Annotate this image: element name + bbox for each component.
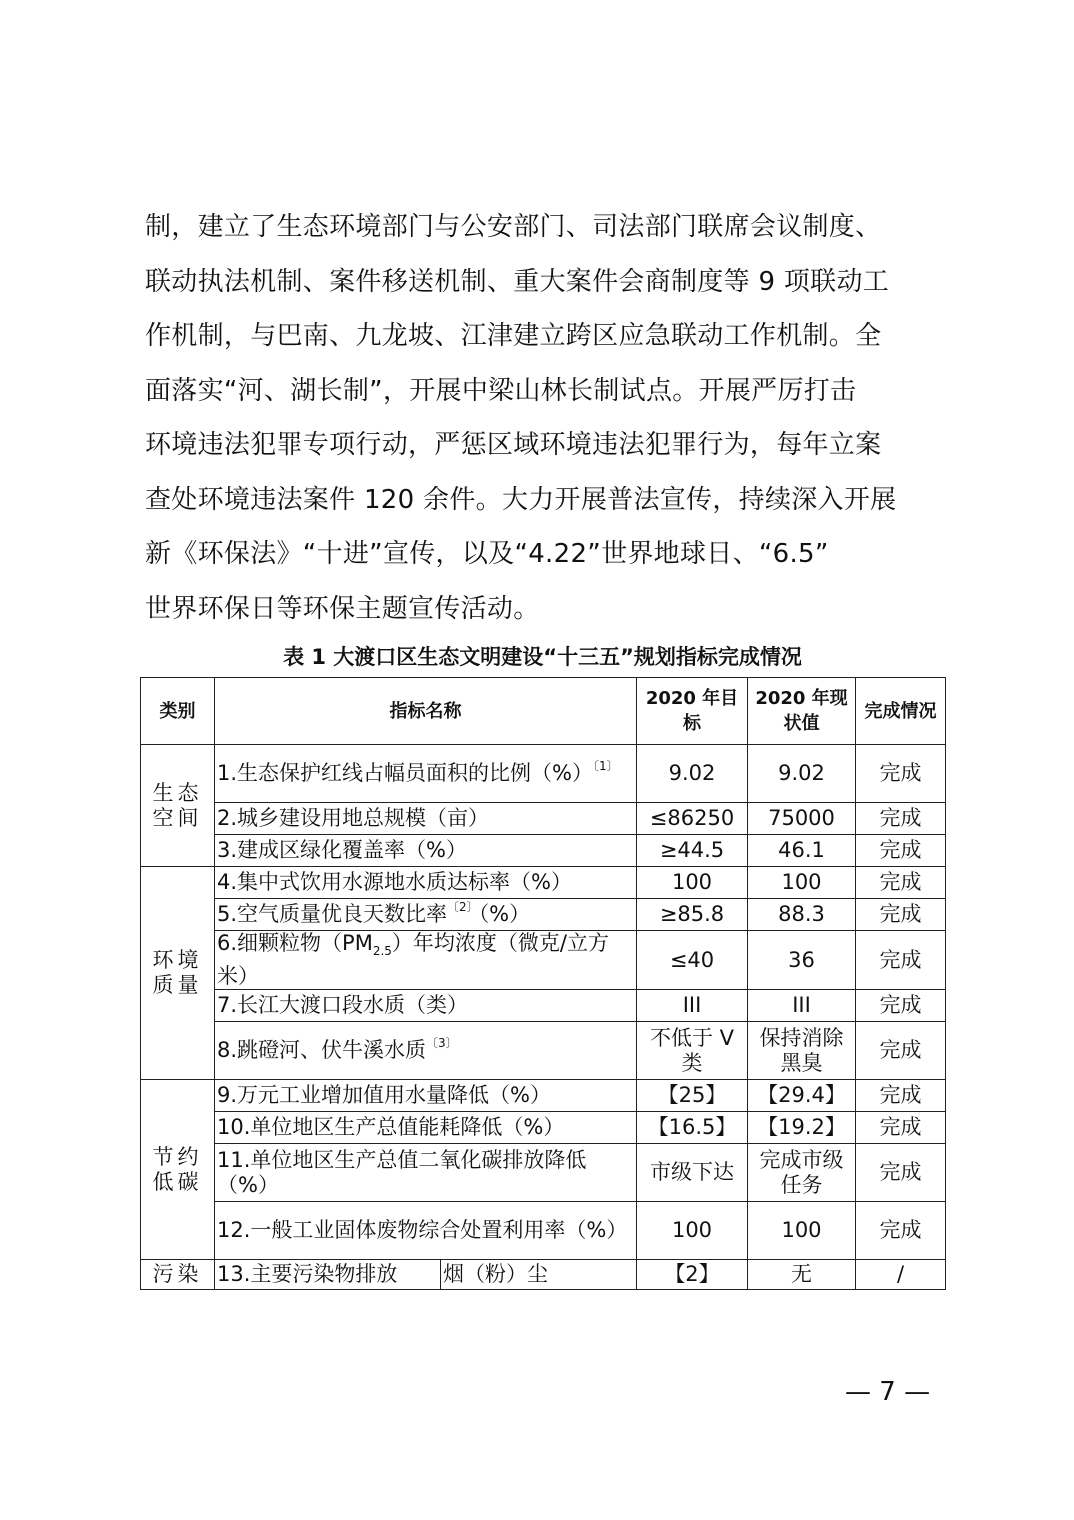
indicator-name: 12.一般工业固体废物综合处置利用率（%） (215, 1202, 637, 1260)
target-value: ≥44.5 (637, 835, 748, 867)
target-value: 100 (637, 1202, 748, 1260)
page-number: — 7 — (845, 1377, 931, 1407)
actual-value: 46.1 (748, 835, 856, 867)
target-value: ≥85.8 (637, 899, 748, 931)
table-caption: 表 1 大渡口区生态文明建设“十三五”规划指标完成情况 (283, 645, 802, 669)
status-value: 完成 (856, 1112, 946, 1144)
indicator-table (140, 677, 946, 1290)
actual-value: 100 (748, 1202, 856, 1260)
status-value: 完成 (856, 1022, 946, 1080)
header-status: 完成情况 (856, 678, 946, 745)
status-value: 完成 (856, 745, 946, 803)
actual-value: 75000 (748, 803, 856, 835)
table-row (141, 1022, 946, 1080)
status-value: 完成 (856, 835, 946, 867)
table-row (141, 745, 946, 803)
table-row (141, 1260, 946, 1290)
target-value: 【25】 (637, 1080, 748, 1112)
actual-value: 保持消除黑臭 (748, 1022, 856, 1080)
target-value: 100 (637, 867, 748, 899)
actual-value: 100 (748, 867, 856, 899)
indicator-name: 6.细颗粒物$(PM_{2.5})$年均浓度（微克/立方米） (215, 931, 637, 990)
status-value: 完成 (856, 931, 946, 990)
status-value: 完成 (856, 899, 946, 931)
target-value: ≤86250 (637, 803, 748, 835)
indicator-name: 8.跳磴河、伏牛溪水质$^{〔3〕}$ (215, 1022, 637, 1080)
paragraph-line: 环境违法犯罪专项行动，严惩区域环境违法犯罪行为，每年立案 (145, 430, 882, 460)
target-value: III (637, 990, 748, 1022)
table-header-row (141, 678, 946, 745)
category-eco-space: 生态空间 (141, 745, 215, 867)
indicator-name: 2.城乡建设用地总规模（亩） (215, 803, 637, 835)
paragraph-line: 作机制，与巴南、九龙坡、江津建立跨区应急联动工作机制。全 (145, 321, 882, 351)
indicator-name: 13.主要污染物排放 (215, 1260, 441, 1290)
paragraph-line: 查处环境违法案件 120 余件。大力开展普法宣传，持续深入开展 (145, 484, 897, 515)
indicator-name: 1.生态保护红线占幅员面积的比例（%）$^{〔1〕}$ (215, 745, 637, 803)
table-row (141, 1112, 946, 1144)
table-row (141, 931, 946, 990)
indicator-name: 7.长江大渡口段水质（类） (215, 990, 637, 1022)
target-value: 9.02 (637, 745, 748, 803)
body-paragraph (145, 200, 945, 636)
indicator-name: 3.建成区绿化覆盖率（%） (215, 835, 637, 867)
indicator-subname: 烟（粉）尘 (441, 1260, 637, 1290)
actual-value: 9.02 (748, 745, 856, 803)
indicator-name: 9.万元工业增加值用水量降低（%） (215, 1080, 637, 1112)
status-value: 完成 (856, 1202, 946, 1260)
status-value: 完成 (856, 867, 946, 899)
category-pollution: 污染 (141, 1260, 215, 1290)
paragraph-line: 新《环保法》“十进”宣传，以及“4.22”世界地球日、“6.5” (145, 539, 829, 569)
table-row (141, 835, 946, 867)
table-row (141, 1202, 946, 1260)
header-actual: 2020 年现状值 (748, 678, 856, 745)
indicator-name: 10.单位地区生产总值能耗降低（%） (215, 1112, 637, 1144)
paragraph-line: 世界环保日等环保主题宣传活动。 (145, 593, 540, 624)
category-low-carbon: 节约低碳 (141, 1080, 215, 1260)
status-value: 完成 (856, 1080, 946, 1112)
header-name: 指标名称 (215, 678, 637, 745)
status-value: / (856, 1260, 946, 1290)
target-value: 市级下达 (637, 1144, 748, 1202)
header-target: 2020 年目标 (637, 678, 748, 745)
actual-value: 【29.4】 (748, 1080, 856, 1112)
actual-value: 【19.2】 (748, 1112, 856, 1144)
target-value: 【2】 (637, 1260, 748, 1290)
actual-value: III (748, 990, 856, 1022)
indicator-name: 5.空气质量优良天数比率$^{〔2〕}$（%） (215, 899, 637, 931)
paragraph-line: 联动执法机制、案件移送机制、重大案件会商制度等 9 项联动工 (145, 266, 890, 297)
indicator-name: 11.单位地区生产总值二氧化碳排放降低（%） (215, 1144, 637, 1202)
table-row (141, 1144, 946, 1202)
actual-value: 36 (748, 931, 856, 990)
indicator-name: 4.集中式饮用水源地水质达标率（%） (215, 867, 637, 899)
table-row (141, 899, 946, 931)
status-value: 完成 (856, 1144, 946, 1202)
table-row (141, 803, 946, 835)
paragraph-line: 面落实“河、湖长制”，开展中梁山林长制试点。开展严厉打击 (145, 375, 857, 406)
actual-value: 完成市级任务 (748, 1144, 856, 1202)
table-row (141, 1080, 946, 1112)
actual-value: 无 (748, 1260, 856, 1290)
table-row (141, 990, 946, 1022)
status-value: 完成 (856, 803, 946, 835)
header-category: 类别 (141, 678, 215, 745)
paragraph-line: 制，建立了生态环境部门与公安部门、司法部门联席会议制度、 (145, 212, 882, 242)
status-value: 完成 (856, 990, 946, 1022)
category-env-quality: 环境质量 (141, 867, 215, 1080)
table-row (141, 867, 946, 899)
actual-value: 88.3 (748, 899, 856, 931)
target-value: ≤40 (637, 931, 748, 990)
target-value: 【16.5】 (637, 1112, 748, 1144)
target-value: 不低于 V 类 (637, 1022, 748, 1080)
